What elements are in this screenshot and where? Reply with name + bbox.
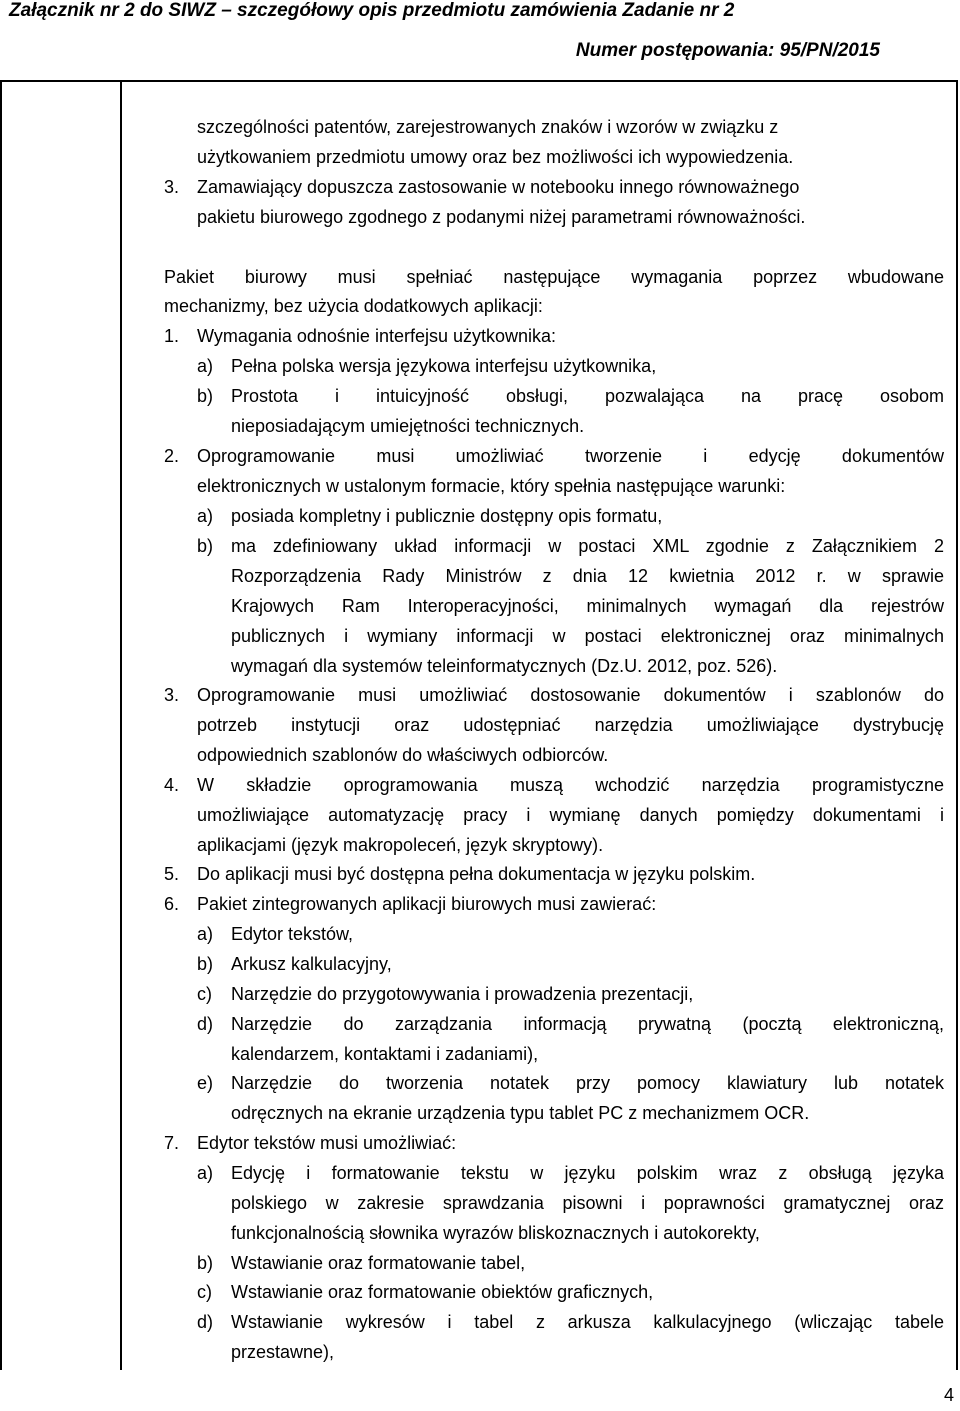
- req7-number: 7.: [164, 1133, 180, 1153]
- item3-number: 3.: [164, 177, 180, 197]
- req4-line-3: aplikacjami (język makropoleceń, język skryptowy).: [197, 835, 604, 855]
- req6d-line-2: kalendarzem, kontaktami i zadaniami),: [231, 1044, 539, 1064]
- req3-line-3: odpowiednich szablonów do właściwych odbiorców.: [197, 745, 609, 765]
- req6e-line-1: Narzędzie do tworzenia notatek przy pomocy klawiatury lub notatek: [231, 1073, 944, 1093]
- req7a-line-2: polskiego w zakresie sprawdzania pisowni i poprawności gramatycznej oraz: [231, 1193, 944, 1213]
- req3-line-1: Oprogramowanie musi umożliwiać dostosowanie dokumentów i szablonów do: [197, 685, 944, 705]
- req1b-line-1: Prostota i intuicyjność obsługi, pozwalająca na pracę osobom: [231, 386, 944, 406]
- pakiet-line-1: Pakiet biurowy musi spełniać następujące wymagania poprzez wbudowane: [164, 267, 944, 287]
- pakiet-line-2: mechanizmy, bez użycia dodatkowych aplikacji:: [164, 296, 543, 316]
- req7-text: Edytor tekstów musi umożliwiać:: [197, 1133, 457, 1153]
- req4-number: 4.: [164, 775, 180, 795]
- req6c-text: Narzędzie do przygotowywania i prowadzenia prezentacji,: [231, 984, 694, 1004]
- req2b-line-2: Rozporządzenia Rady Ministrów z dnia 12 kwietnia 2012 r. w sprawie: [231, 566, 944, 586]
- req7d-label: d): [197, 1312, 214, 1332]
- req1b-label: b): [197, 386, 214, 406]
- req5-number: 5.: [164, 864, 180, 884]
- req6b-text: Arkusz kalkulacyjny,: [231, 954, 392, 974]
- req4-line-2: umożliwiające automatyzację pracy i wymianę danych pomiędzy dokumentami i: [197, 805, 944, 825]
- req7b-text: Wstawianie oraz formatowanie tabel,: [231, 1253, 526, 1273]
- req6-text: Pakiet zintegrowanych aplikacji biurowych musi zawierać:: [197, 894, 657, 914]
- req6d-label: d): [197, 1014, 214, 1034]
- req1a-text: Pełna polska wersja językowa interfejsu użytkownika,: [231, 356, 657, 376]
- req7d-line-2: przestawne),: [231, 1342, 335, 1362]
- req6c-label: c): [197, 984, 212, 1004]
- req2b-line-5: wymagań dla systemów teleinformatycznych (Dz.U. 2012, poz. 526).: [231, 656, 778, 676]
- table-column-divider: [120, 80, 122, 1370]
- item3-line-1: Zamawiający dopuszcza zastosowanie w notebooku innego równoważnego: [197, 177, 800, 197]
- req1a-label: a): [197, 356, 214, 376]
- page-number: 4: [943, 1385, 954, 1405]
- req3-number: 3.: [164, 685, 180, 705]
- intro-line-1: szczególności patentów, zarejestrowanych znaków i wzorów w związku z: [197, 117, 779, 137]
- req6e-line-2: odręcznych na ekranie urządzenia typu tablet PC z mechanizmem OCR.: [231, 1103, 810, 1123]
- req2-line-2: elektronicznych w ustalonym formacie, który spełnia następujące warunki:: [197, 476, 786, 496]
- req7b-label: b): [197, 1253, 214, 1273]
- req7a-line-1: Edycję i formatowanie tekstu w języku polskim wraz z obsługą języka: [231, 1163, 944, 1183]
- req2a-text: posiada kompletny i publicznie dostępny opis formatu,: [231, 506, 663, 526]
- req1-text: Wymagania odnośnie interfejsu użytkownika:: [197, 326, 557, 346]
- req2-number: 2.: [164, 446, 180, 466]
- req7c-text: Wstawianie oraz formatowanie obiektów graficznych,: [231, 1282, 654, 1302]
- req7a-label: a): [197, 1163, 214, 1183]
- intro-line-2: użytkowaniem przedmiotu umowy oraz bez możliwości ich wypowiedzenia.: [197, 147, 794, 167]
- req6e-label: e): [197, 1073, 214, 1093]
- document-header-title: Załącznik nr 2 do SIWZ – szczegółowy opis przedmiotu zamówienia Zadanie nr 2: [9, 0, 735, 21]
- req2b-line-4: publicznych i wymiany informacji w postaci elektronicznej oraz minimalnych: [231, 626, 944, 646]
- req1b-line-2: nieposiadającym umiejętności technicznych.: [231, 416, 585, 436]
- req7d-line-1: Wstawianie wykresów i tabel z arkusza kalkulacyjnego (wliczając tabele: [231, 1312, 944, 1332]
- req7a-line-3: funkcjonalnością słownika wyrazów bliskoznacznych i autokorekty,: [231, 1223, 760, 1243]
- req6a-label: a): [197, 924, 214, 944]
- req2b-label: b): [197, 536, 214, 556]
- req1-number: 1.: [164, 326, 180, 346]
- req6-number: 6.: [164, 894, 180, 914]
- req2b-line-1: ma zdefiniowany układ informacji w postaci XML zgodnie z Załącznikiem 2: [231, 536, 944, 556]
- req2b-line-3: Krajowych Ram Interoperacyjności, minimalnych wymagań dla rejestrów: [231, 596, 944, 616]
- req4-line-1: W składzie oprogramowania muszą wchodzić narzędzia programistyczne: [197, 775, 944, 795]
- req7c-label: c): [197, 1282, 212, 1302]
- req6d-line-1: Narzędzie do zarządzania informacją prywatną (pocztą elektroniczną,: [231, 1014, 944, 1034]
- req6a-text: Edytor tekstów,: [231, 924, 354, 944]
- req3-line-2: potrzeb instytucji oraz udostępniać narzędzia umożliwiające dystrybucję: [197, 715, 944, 735]
- req5-text: Do aplikacji musi być dostępna pełna dokumentacja w języku polskim.: [197, 864, 756, 884]
- req2a-label: a): [197, 506, 214, 526]
- item3-line-2: pakietu biurowego zgodnego z podanymi niżej parametrami równoważności.: [197, 207, 806, 227]
- proceeding-number: Numer postępowania: 95/PN/2015: [575, 40, 880, 61]
- req2-line-1: Oprogramowanie musi umożliwiać tworzenie i edycję dokumentów: [197, 446, 944, 466]
- req6b-label: b): [197, 954, 214, 974]
